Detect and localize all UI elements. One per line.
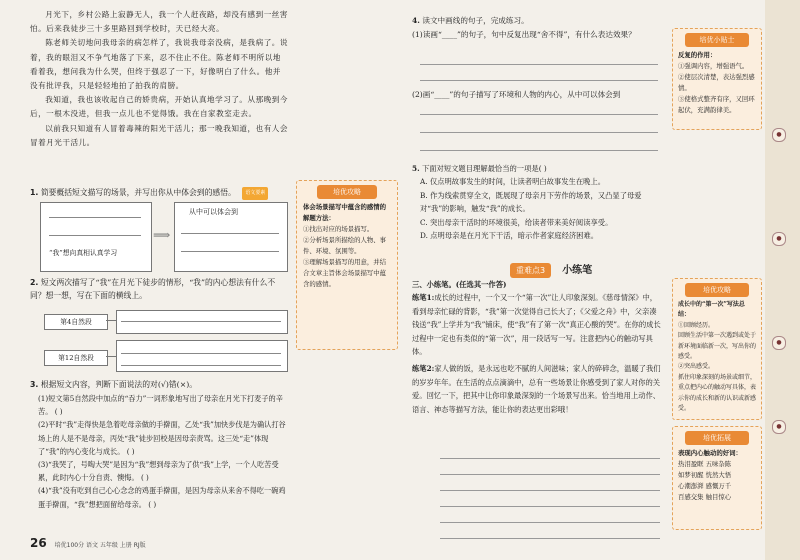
- flow-left-text: “我”想向真相认真学习: [49, 249, 118, 257]
- page-number: 26: [30, 536, 47, 550]
- reading-passage: [30, 8, 288, 150]
- tip-box-repetition: [672, 28, 762, 130]
- tip-title: 培优拓展: [685, 431, 749, 445]
- passage-paragraph: 以前我只知道有人冒着毒辣的阳光干活儿；那一晚我知道，也有人会冒着月光干活儿。: [30, 123, 288, 147]
- question-number: 1.: [30, 188, 39, 197]
- question-prompt: 根据短文内容，判断下面说法的对(√)错(×)。: [40, 380, 198, 389]
- question-number: 5.: [412, 164, 420, 173]
- tip-title: 培优小贴士: [685, 33, 749, 47]
- side-marker-icon: ●: [772, 128, 786, 142]
- question-prompt: 简要概括短文描写的场景，并写出你从中体会到的感悟。: [40, 188, 236, 197]
- practice-section: [412, 278, 662, 416]
- answer-line[interactable]: [420, 132, 658, 133]
- passage-paragraph: 月光下，乡村公路上寂静无人，我一个人赶夜路，却没有感到一丝害怕。后来我徒步三十多里路回到学校时，天已经大亮。: [30, 10, 288, 34]
- connector: [106, 320, 116, 321]
- question-2-heading: [30, 276, 288, 302]
- question-number: 3.: [30, 380, 39, 389]
- tip-subtitle: 成长中的“第一次”写法总结：: [678, 301, 745, 319]
- tip-line: ①找出对应的场景描写。: [303, 225, 374, 233]
- answer-paren[interactable]: ( ): [148, 499, 157, 509]
- question-number: 4.: [412, 16, 420, 25]
- answer-box[interactable]: [116, 340, 288, 372]
- option[interactable]: D. 点明母亲是在月光下干活，暗示作者家庭经济困难。: [420, 231, 599, 241]
- answer-line[interactable]: [121, 365, 281, 366]
- answer-line[interactable]: [121, 353, 281, 354]
- tip-box-first-time: [672, 278, 762, 420]
- answer-line[interactable]: [440, 490, 660, 491]
- subquestion: (2)画“____”的句子描写了环境和人物的内心，从中可以体会到: [412, 90, 621, 99]
- answer-line[interactable]: [420, 150, 658, 151]
- answer-line[interactable]: [420, 80, 658, 81]
- skill-tag: 语文要素: [242, 187, 268, 200]
- option[interactable]: A. 仅点明故事发生的时间，让读者明白故事发生在晚上。: [420, 177, 606, 187]
- answer-line[interactable]: [440, 458, 660, 459]
- question-prompt: 读文中画线的句子，完成练习。: [422, 16, 529, 25]
- question-3-heading: [30, 378, 288, 391]
- exercise-2: 练笔2:家人做的饭，是永远也吃不腻的人间滋味；家人的碎碎念，温暖了我们的岁岁年年。在生活的点点滴滴中，总有一些场景让你感受到了家人对你的关爱。回忆一下，把其中让你印象最深刻的一个场景写出来。恰当地用上动作、语言、神态等描写方法，能让你的表达更出彩哦！: [412, 364, 661, 414]
- tip-body: [673, 445, 761, 506]
- word-pair: 热泪盈眶 五味杂陈: [678, 460, 732, 468]
- answer-line[interactable]: [121, 321, 281, 322]
- connector: [106, 356, 116, 357]
- tip-line: 回顾生活中第一次遇到或处于新环境面临新一次，写出你的感受。: [678, 332, 757, 361]
- side-marker-icon: ●: [772, 420, 786, 434]
- answer-line[interactable]: [440, 538, 660, 539]
- subquestion: (1)读画“____”的句子，句中反复出现“舍不得”，有什么表达效果？: [412, 30, 636, 40]
- answer-line[interactable]: [181, 251, 279, 252]
- tip-body: [673, 47, 761, 119]
- tip-line: ③理解场景描写的用意，并结合文章主旨体会场景描写中蕴含的感情。: [303, 258, 387, 288]
- tip-box-vocabulary: [672, 426, 762, 530]
- tip-line: 抓住印象深刻的场景或细节，重点把内心的触动写具体，表示你的成长和新的认识或新感受。: [678, 373, 757, 413]
- section-title: 小练笔: [562, 265, 593, 276]
- question-prompt: 下面对短文题目理解最恰当的一项是( ): [421, 164, 547, 173]
- page-footer: [30, 536, 146, 550]
- word-pair: 如梦初醒 恍然大悟: [678, 471, 732, 479]
- exercise-1: 练笔1:成长的过程中，一个又一个“第一次”让人印象深刻。《慈母情深》中，看到母亲忙碌的背影，“我”第一次觉得自己长大了；《父爱之舟》中，父亲凑钱送“我”上学并为“我”铺床，使“我”有了第一次“真正心酸的哭”。在你的成长过程中一定也有类似的“第一次”，用一段话写一写。注意把内心的触动写具体。: [412, 293, 661, 357]
- side-marker-icon: ●: [772, 232, 786, 246]
- option[interactable]: C. 突出母亲干活时的环境很美，给读者带来美好阅读享受。: [420, 217, 613, 227]
- answer-line[interactable]: [49, 235, 141, 236]
- tip-subtitle: 体会场景描写中蕴含的感情的解题方法：: [303, 203, 387, 222]
- tip-line: ②使层次清楚，表达强烈感情。: [678, 73, 755, 92]
- tip-title: 培优攻略: [317, 185, 377, 199]
- answer-line[interactable]: [181, 233, 279, 234]
- word-pair: 百感交集 触目惊心: [678, 493, 732, 501]
- section-banner: [510, 258, 640, 276]
- tip-box-strategy: [296, 180, 398, 350]
- answer-line[interactable]: [420, 114, 658, 115]
- answer-line[interactable]: [420, 64, 658, 65]
- practice-heading: 三、小练笔。(任选其一作答): [412, 280, 507, 289]
- tip-line: ①强调内容，增强语气。: [678, 62, 749, 70]
- footer-text: 培优100分 语文 五年级 上册 RJ版: [54, 542, 146, 549]
- section-badge: 重难点3: [510, 263, 551, 278]
- answer-paren[interactable]: ( ): [140, 473, 149, 483]
- answer-paren[interactable]: ( ): [126, 446, 135, 456]
- arrow-right-icon: ⟹: [153, 228, 171, 242]
- flow-right-box: [174, 202, 288, 272]
- tip-line: ③使格式整齐有序，又回环起伏，充满韵律美。: [678, 95, 755, 114]
- paragraph-label: 第4自然段: [44, 314, 108, 330]
- answer-paren[interactable]: ( ): [54, 407, 63, 417]
- page-side-band: [765, 0, 800, 560]
- option[interactable]: B. 作为线索贯穿全文，既展现了母亲月下劳作的场景，又凸显了母爱对“我”的影响，触发“我”的成长。: [420, 190, 642, 214]
- paragraph-label: 第12自然段: [44, 350, 108, 366]
- question-prompt: 短文两次描写了“我”在月光下徒步的情形，“我”的内心想法有什么不同？想一想，写在下面的横线上。: [30, 278, 276, 300]
- question-4: [412, 14, 658, 42]
- answer-line[interactable]: [440, 522, 660, 523]
- answer-line[interactable]: [49, 217, 141, 218]
- answer-box[interactable]: [116, 310, 288, 334]
- answer-line[interactable]: [440, 474, 660, 475]
- passage-paragraph: 陈老师关切地问我母亲的病怎样了，我说我母亲没病，是我病了。说着，我的眼泪又不争气地落了下来，忍不住止不住。陈老师不明所以地看着我，想问我为什么哭，但终于强忍了一下，好像明白了什么。他并没有批评我，只是轻轻地拍了拍我的肩膀。: [30, 38, 288, 91]
- tip-line: ②分析场景所描绘的人物、事件、环境、氛围等。: [303, 236, 387, 255]
- passage-paragraph: 我知道，我也该收起自己的娇贵病，开始认真地学习了。从那晚到今后，一根木没进，但我一点儿也不觉得饿。我在自家教室走去。: [30, 95, 288, 119]
- word-pair: 心潮澎湃 感慨万千: [678, 482, 732, 490]
- tip-body: [297, 199, 397, 293]
- tip-body: [673, 297, 761, 417]
- flow-left-box: [40, 202, 152, 272]
- tf-item: (2)平时“我”走得快是急着吃母亲做的手擀面，乙处“我”加快步伐是为确认打谷场上的人是不是母亲，丙处“我”徒步回校是因母亲责骂。这三处“走”体现了“我”的内心变化与成长。 ( ): [38, 420, 286, 456]
- tf-item: (3)“我哭了，号啕大哭”是因为“我”想到母亲为了供“我”上学，一个人吃苦受累，此时内心十分自责、懊悔。 ( ): [38, 460, 279, 483]
- answer-line[interactable]: [440, 506, 660, 507]
- flow-right-label: 从中可以体会到: [189, 208, 238, 216]
- question-1-heading: [30, 186, 290, 200]
- side-marker-icon: ●: [772, 336, 786, 350]
- tf-item: (1)短文第5自然段中加点的“吞力”一词形象地写出了母亲在月光下打麦子的辛苦。 ( ): [38, 394, 283, 417]
- true-false-list: [38, 392, 288, 511]
- tip-line: ②突出感受。: [678, 363, 715, 371]
- tip-subtitle: 反复的作用：: [678, 51, 717, 59]
- question-5: [412, 162, 666, 242]
- tf-item: (4)“我”没有吃到自己心心念念的鸡蛋手擀面，是因为母亲从来舍不得吃一碗鸡蛋手擀面，“我”想把面留给母亲。 ( ): [38, 486, 286, 509]
- tip-subtitle: 表现内心触动的好词：: [678, 449, 742, 457]
- tip-title: 培优攻略: [685, 283, 749, 297]
- question-number: 2.: [30, 278, 39, 287]
- tip-line: ①回顾经历。: [678, 321, 715, 329]
